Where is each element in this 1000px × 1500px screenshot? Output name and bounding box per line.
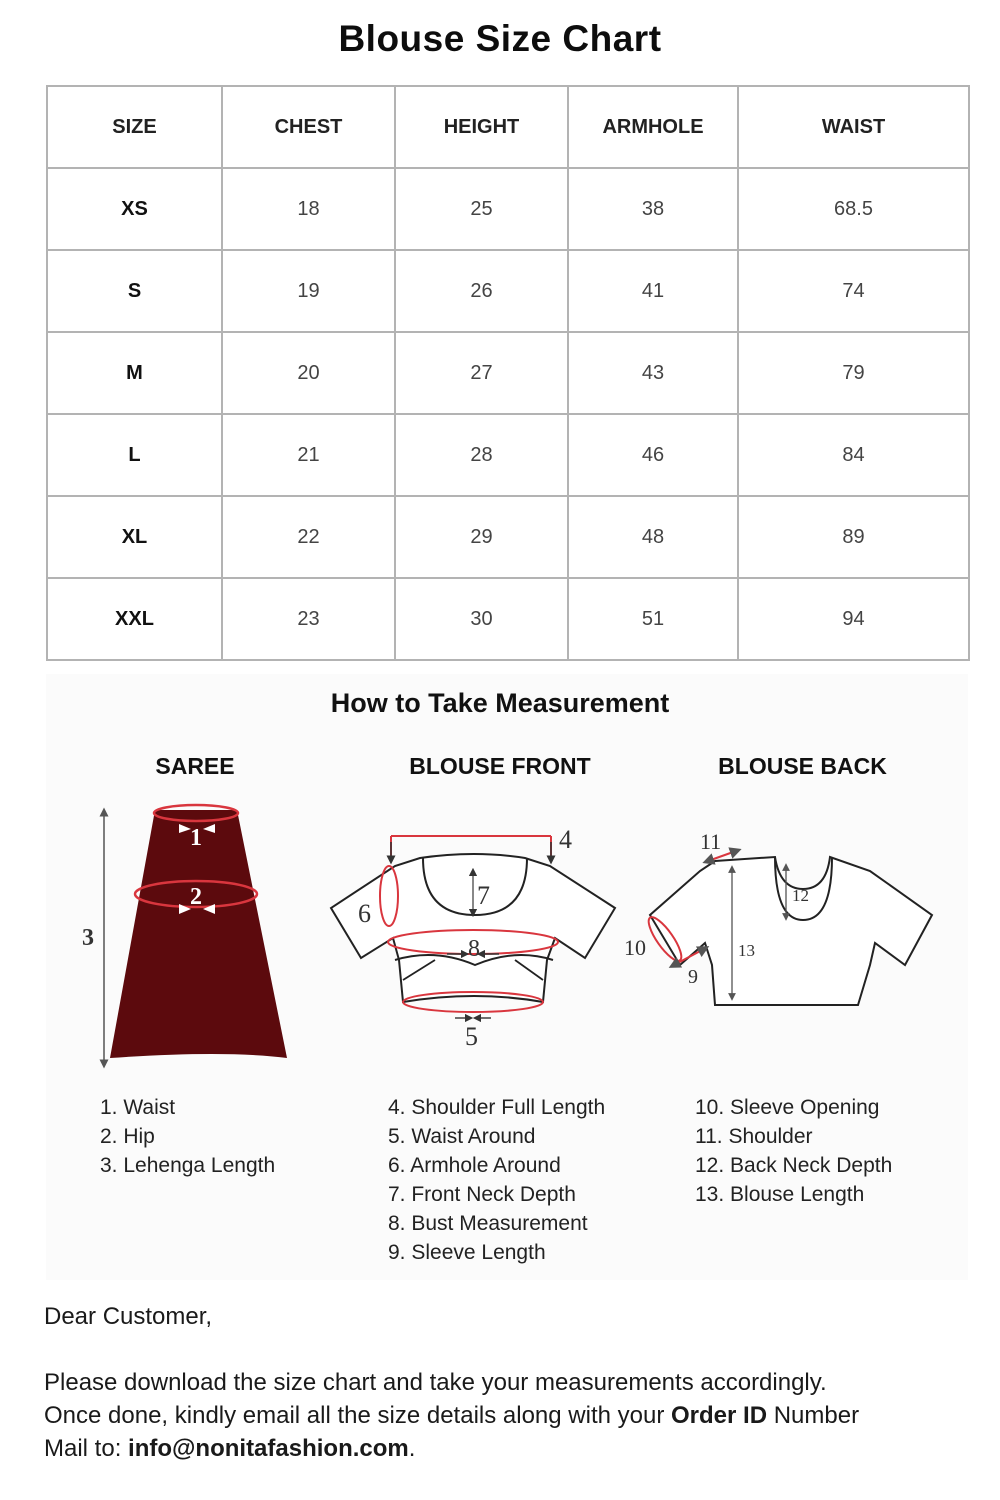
list-item: 9. Sleeve Length bbox=[388, 1241, 546, 1264]
list-item: 13. Blouse Length bbox=[695, 1183, 865, 1206]
cell-armhole: 51 bbox=[568, 578, 738, 660]
header-armhole: ARMHOLE bbox=[568, 86, 738, 168]
marker-12: 12 bbox=[792, 886, 809, 905]
blouse-front-title: BLOUSE FRONT bbox=[409, 753, 591, 779]
cell-waist: 84 bbox=[738, 414, 969, 496]
cell-size: XS bbox=[47, 168, 222, 250]
cell-armhole: 41 bbox=[568, 250, 738, 332]
cell-height: 30 bbox=[395, 578, 568, 660]
cell-chest: 18 bbox=[222, 168, 395, 250]
cell-chest: 21 bbox=[222, 414, 395, 496]
saree-diagram bbox=[75, 800, 305, 1070]
cell-chest: 20 bbox=[222, 332, 395, 414]
header-waist: WAIST bbox=[738, 86, 969, 168]
cell-armhole: 38 bbox=[568, 168, 738, 250]
period: . bbox=[408, 1435, 416, 1462]
header-size: SIZE bbox=[47, 86, 222, 168]
blouse-front-diagram bbox=[325, 820, 620, 1055]
cell-height: 26 bbox=[395, 250, 568, 332]
marker-13: 13 bbox=[738, 941, 755, 960]
cell-waist: 68.5 bbox=[738, 168, 969, 250]
table-row bbox=[47, 578, 969, 660]
cell-height: 28 bbox=[395, 414, 568, 496]
blouse-back-diagram bbox=[620, 825, 935, 1015]
cell-chest: 19 bbox=[222, 250, 395, 332]
line2-suffix: Number bbox=[767, 1402, 860, 1429]
mail-to-label: Mail to: bbox=[44, 1435, 129, 1462]
table-row bbox=[47, 250, 969, 332]
cell-waist: 94 bbox=[738, 578, 969, 660]
table-row bbox=[47, 496, 969, 578]
list-item: 5. Waist Around bbox=[388, 1125, 536, 1148]
list-item: 2. Hip bbox=[100, 1125, 155, 1148]
header-height: HEIGHT bbox=[395, 86, 568, 168]
list-item: 12. Back Neck Depth bbox=[695, 1154, 893, 1177]
instruction-line-1: Please download the size chart and take your measurements accordingly. bbox=[44, 1369, 827, 1396]
marker-3: 3 bbox=[82, 925, 94, 951]
cell-waist: 74 bbox=[738, 250, 969, 332]
cell-size: XXL bbox=[47, 578, 222, 660]
instruction-line-2 bbox=[44, 1402, 859, 1430]
cell-waist: 89 bbox=[738, 496, 969, 578]
list-item: 3. Lehenga Length bbox=[100, 1154, 276, 1177]
back-measure-list bbox=[695, 1093, 892, 1209]
line2-text: Once done, kindly email all the size details along with your bbox=[44, 1402, 671, 1429]
saree-title: SAREE bbox=[155, 753, 235, 779]
list-item: 1. Waist bbox=[100, 1096, 176, 1119]
cell-chest: 23 bbox=[222, 578, 395, 660]
cell-armhole: 48 bbox=[568, 496, 738, 578]
cell-size: S bbox=[47, 250, 222, 332]
cell-height: 27 bbox=[395, 332, 568, 414]
marker-1: 1 bbox=[190, 825, 202, 851]
marker-11: 11 bbox=[700, 829, 722, 854]
list-item: 7. Front Neck Depth bbox=[388, 1183, 576, 1206]
instruction-line-3 bbox=[44, 1435, 415, 1463]
list-item: 11. Shoulder bbox=[695, 1125, 813, 1148]
email-link[interactable]: info@nonitafashion.com bbox=[128, 1435, 409, 1462]
cell-height: 25 bbox=[395, 168, 568, 250]
list-item: 4. Shoulder Full Length bbox=[388, 1096, 606, 1119]
cell-armhole: 43 bbox=[568, 332, 738, 414]
header-chest: CHEST bbox=[222, 86, 395, 168]
marker-4: 4 bbox=[559, 825, 572, 854]
table-header-row bbox=[47, 86, 969, 168]
marker-9: 9 bbox=[688, 966, 698, 988]
front-measure-list bbox=[388, 1093, 605, 1267]
greeting-text: Dear Customer, bbox=[44, 1303, 213, 1330]
cell-chest: 22 bbox=[222, 496, 395, 578]
saree-measure-list bbox=[100, 1093, 275, 1180]
list-item: 10. Sleeve Opening bbox=[695, 1096, 880, 1119]
list-item: 8. Bust Measurement bbox=[388, 1212, 588, 1235]
cell-armhole: 46 bbox=[568, 414, 738, 496]
marker-8: 8 bbox=[468, 936, 480, 962]
marker-5: 5 bbox=[465, 1022, 478, 1051]
page-title: Blouse Size Chart bbox=[338, 18, 662, 59]
cell-waist: 79 bbox=[738, 332, 969, 414]
cell-size: L bbox=[47, 414, 222, 496]
size-chart-table bbox=[46, 85, 970, 661]
table-row bbox=[47, 168, 969, 250]
cell-height: 29 bbox=[395, 496, 568, 578]
marker-6: 6 bbox=[358, 899, 371, 928]
marker-10: 10 bbox=[624, 935, 646, 960]
measurement-heading: How to Take Measurement bbox=[330, 688, 670, 718]
list-item: 6. Armhole Around bbox=[388, 1154, 561, 1177]
marker-7: 7 bbox=[477, 881, 490, 910]
table-row bbox=[47, 414, 969, 496]
order-id-label: Order ID bbox=[671, 1402, 768, 1429]
cell-size: M bbox=[47, 332, 222, 414]
cell-size: XL bbox=[47, 496, 222, 578]
blouse-back-title: BLOUSE BACK bbox=[718, 753, 887, 779]
table-row bbox=[47, 332, 969, 414]
marker-2: 2 bbox=[190, 884, 202, 910]
